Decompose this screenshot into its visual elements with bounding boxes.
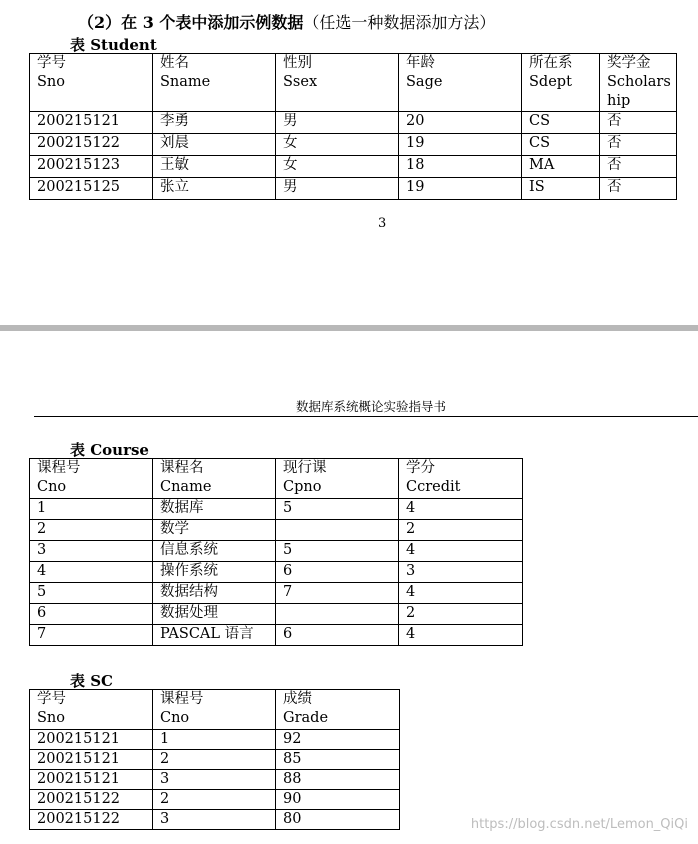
- table-cell: 信息系统: [153, 541, 276, 562]
- table-cell: 19: [399, 134, 522, 156]
- column-header: [276, 690, 400, 730]
- table-cell: 4: [399, 541, 523, 562]
- column-header: [153, 459, 276, 499]
- table-row: [30, 604, 523, 625]
- table-cell: CS: [522, 134, 600, 156]
- column-header-line: Sname: [160, 74, 211, 90]
- table-cell: 6: [276, 562, 399, 583]
- table-cell: 3: [399, 562, 523, 583]
- table-cell: 19: [399, 178, 522, 200]
- column-header-line: Sage: [406, 74, 443, 90]
- table-row: [30, 562, 523, 583]
- column-header-line: 成绩: [283, 691, 312, 707]
- sc-table: [29, 689, 400, 830]
- table-cell: 4: [399, 583, 523, 604]
- header-row: [30, 54, 677, 112]
- running-header-rule: [34, 416, 698, 417]
- table-cell: 否: [600, 178, 677, 200]
- column-header: [30, 690, 153, 730]
- course-table-caption: 表 Course: [70, 441, 149, 459]
- table-cell: 数据结构: [153, 583, 276, 604]
- table-cell: 7: [276, 583, 399, 604]
- table-cell: 2: [153, 750, 276, 770]
- table-cell: 200215121: [30, 730, 153, 750]
- table-cell: 5: [276, 499, 399, 520]
- column-header-line: Scholars: [607, 74, 671, 90]
- column-header-line: 奖学金: [607, 55, 651, 71]
- table-cell: [276, 520, 399, 541]
- column-header: [399, 459, 523, 499]
- table-cell: 2: [153, 790, 276, 810]
- column-header-line: Cno: [37, 479, 67, 495]
- table-cell: 男: [276, 178, 399, 200]
- column-header-line: 现行课: [283, 460, 327, 476]
- column-header-line: 性别: [283, 55, 312, 71]
- table-cell: CS: [522, 112, 600, 134]
- column-header: [522, 54, 600, 112]
- table-row: [30, 499, 523, 520]
- table-row: [30, 541, 523, 562]
- table-cell: 200215121: [30, 750, 153, 770]
- column-header: [153, 690, 276, 730]
- course-table: [29, 458, 523, 646]
- table-cell: 5: [276, 541, 399, 562]
- header-row: [30, 690, 400, 730]
- table-cell: [276, 604, 399, 625]
- table-cell: IS: [522, 178, 600, 200]
- table-cell: 7: [30, 625, 153, 646]
- table-cell: 4: [399, 499, 523, 520]
- table-cell: 2: [30, 520, 153, 541]
- column-header-line: 课程号: [160, 691, 204, 707]
- table-row: [30, 730, 400, 750]
- table-cell: 数据库: [153, 499, 276, 520]
- table-cell: 否: [600, 156, 677, 178]
- table-cell: 200215121: [30, 112, 153, 134]
- column-header-line: 学号: [37, 55, 66, 71]
- column-header: [600, 54, 677, 112]
- column-header: [153, 54, 276, 112]
- table-row: [30, 750, 400, 770]
- table-cell: 85: [276, 750, 400, 770]
- column-header-line: Sno: [37, 74, 66, 90]
- table-cell: 88: [276, 770, 400, 790]
- table-row: [30, 156, 677, 178]
- table-cell: 92: [276, 730, 400, 750]
- table-cell: 操作系统: [153, 562, 276, 583]
- table-cell: 男: [276, 112, 399, 134]
- table-row: [30, 810, 400, 830]
- table-cell: 200215121: [30, 770, 153, 790]
- page-number: 3: [378, 216, 387, 231]
- running-header: 数据库系统概论实验指导书: [296, 399, 447, 414]
- table-row: [30, 178, 677, 200]
- table-cell: 5: [30, 583, 153, 604]
- column-header-line: Cpno: [283, 479, 322, 495]
- student-table: [29, 53, 677, 200]
- table-cell: 200215123: [30, 156, 153, 178]
- table-row: [30, 625, 523, 646]
- section-heading-main: （2）在 3 个表中添加示例数据: [78, 13, 304, 32]
- column-header-line: 学分: [406, 460, 435, 476]
- table-cell: 张立: [153, 178, 276, 200]
- column-header-line: 年龄: [406, 55, 435, 71]
- table-cell: 4: [30, 562, 153, 583]
- table-cell: 20: [399, 112, 522, 134]
- table-cell: 3: [153, 810, 276, 830]
- table-cell: 3: [30, 541, 153, 562]
- table-cell: PASCAL 语言: [153, 625, 276, 646]
- table-cell: 1: [153, 730, 276, 750]
- table-row: [30, 770, 400, 790]
- table-cell: 6: [276, 625, 399, 646]
- table-cell: 刘晨: [153, 134, 276, 156]
- table-cell: MA: [522, 156, 600, 178]
- column-header-line: hip: [607, 93, 631, 109]
- column-header: [399, 54, 522, 112]
- column-header-line: Cno: [160, 710, 190, 726]
- column-header-line: 课程号: [37, 460, 81, 476]
- column-header: [30, 459, 153, 499]
- table-cell: 6: [30, 604, 153, 625]
- table-cell: 18: [399, 156, 522, 178]
- column-header: [30, 54, 153, 112]
- table-cell: 200215122: [30, 810, 153, 830]
- table-cell: 200215122: [30, 134, 153, 156]
- column-header-line: Sno: [37, 710, 66, 726]
- column-header-line: 所在系: [529, 55, 573, 71]
- table-cell: 3: [153, 770, 276, 790]
- table-cell: 李勇: [153, 112, 276, 134]
- header-row: [30, 459, 523, 499]
- column-header-line: 学号: [37, 691, 66, 707]
- table-row: [30, 112, 677, 134]
- student-table-caption: 表 Student: [70, 36, 157, 54]
- table-cell: 200215122: [30, 790, 153, 810]
- table-cell: 否: [600, 134, 677, 156]
- table-cell: 数学: [153, 520, 276, 541]
- column-header: [276, 54, 399, 112]
- table-cell: 否: [600, 112, 677, 134]
- table-cell: 数据处理: [153, 604, 276, 625]
- column-header-line: Ssex: [283, 74, 318, 90]
- table-cell: 2: [399, 604, 523, 625]
- page-separator: [0, 325, 698, 331]
- sc-table-caption: 表 SC: [70, 672, 113, 690]
- section-heading-aside: （任选一种数据添加方法）: [303, 13, 496, 32]
- table-cell: 80: [276, 810, 400, 830]
- watermark: https://blog.csdn.net/Lemon_QiQi: [470, 817, 688, 832]
- column-header: [276, 459, 399, 499]
- column-header-line: Ccredit: [406, 479, 461, 495]
- table-cell: 1: [30, 499, 153, 520]
- table-row: [30, 583, 523, 604]
- column-header-line: Grade: [283, 710, 329, 726]
- table-cell: 90: [276, 790, 400, 810]
- column-header-line: Cname: [160, 479, 212, 495]
- table-cell: 4: [399, 625, 523, 646]
- table-cell: 200215125: [30, 178, 153, 200]
- column-header-line: Sdept: [529, 74, 572, 90]
- table-row: [30, 520, 523, 541]
- table-cell: 女: [276, 156, 399, 178]
- table-row: [30, 134, 677, 156]
- table-cell: 女: [276, 134, 399, 156]
- column-header-line: 课程名: [160, 460, 204, 476]
- table-cell: 王敏: [153, 156, 276, 178]
- column-header-line: 姓名: [160, 55, 189, 71]
- table-cell: 2: [399, 520, 523, 541]
- table-row: [30, 790, 400, 810]
- section-heading: [78, 10, 495, 33]
